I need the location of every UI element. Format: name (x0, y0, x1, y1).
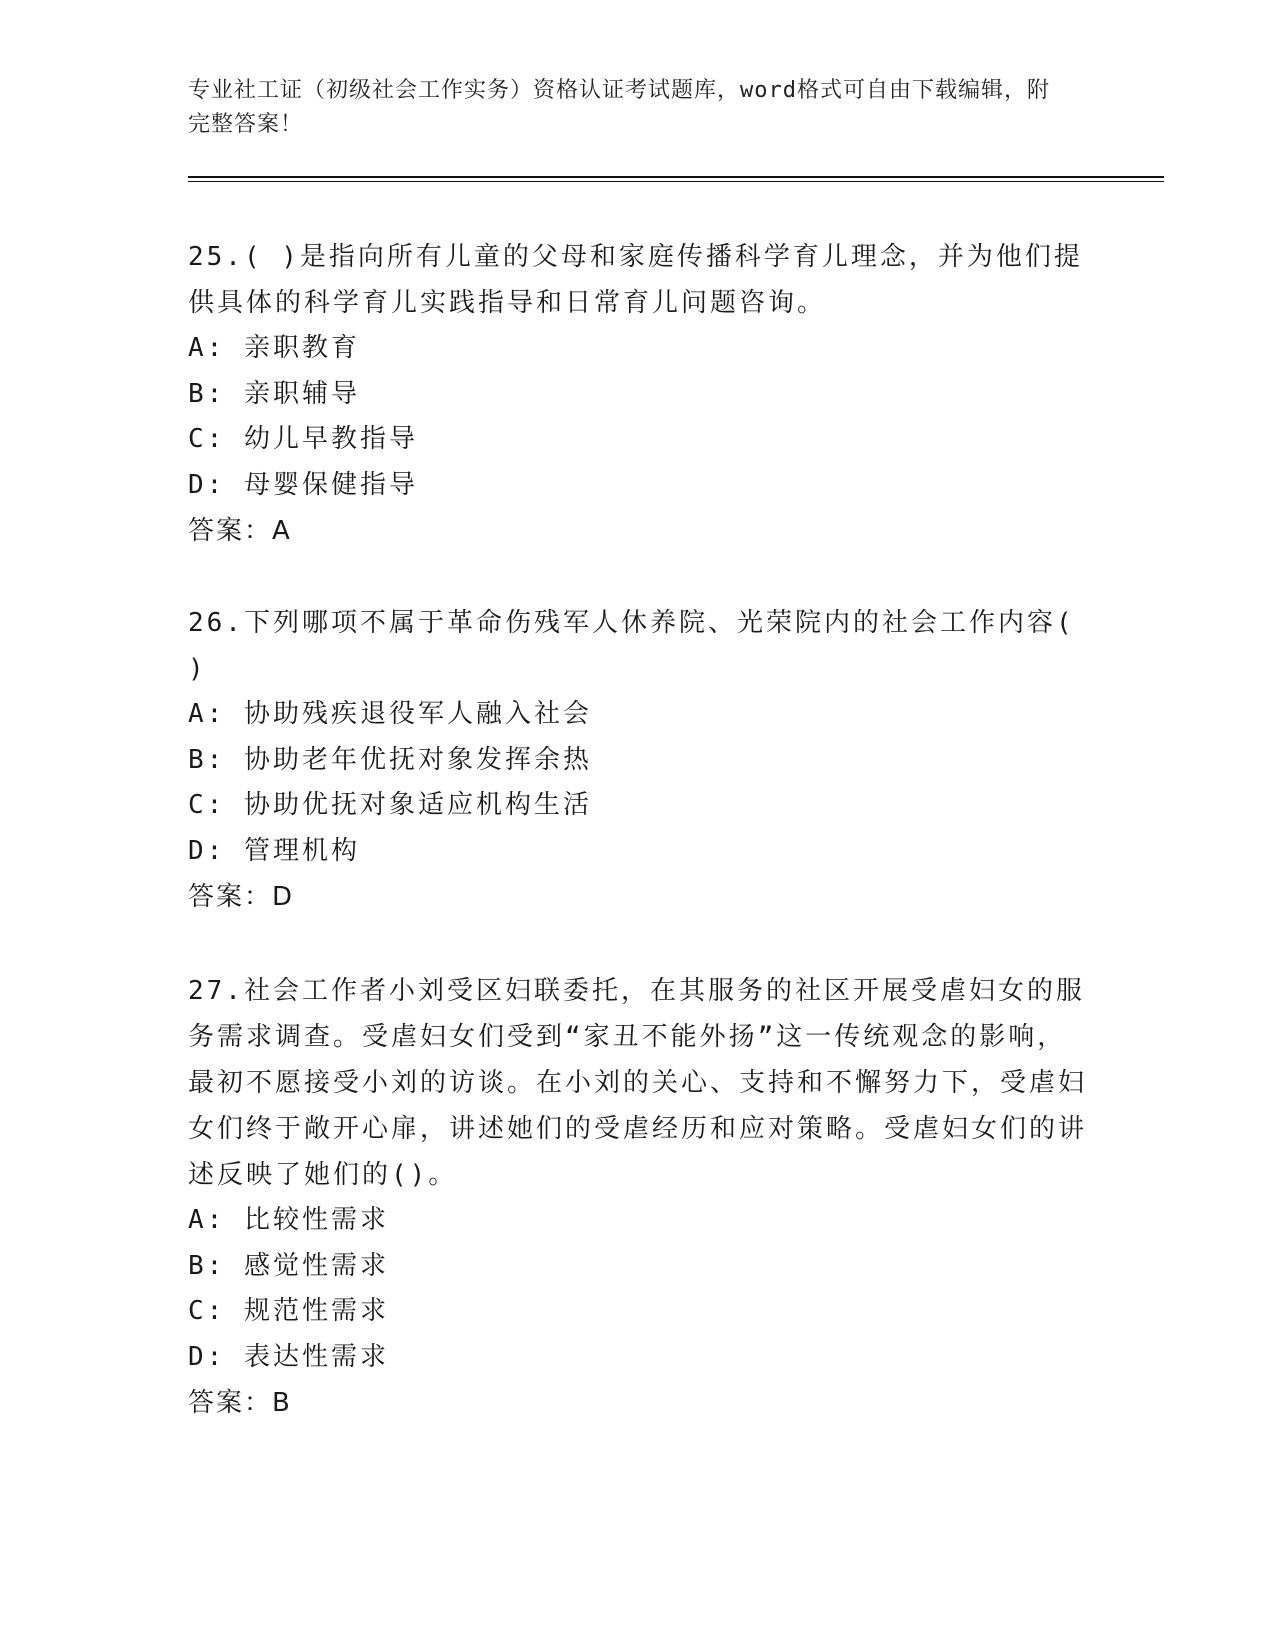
option-b: B: 感觉性需求 (188, 1250, 389, 1281)
header-divider-thin (188, 181, 1164, 182)
option-d: D: 表达性需求 (188, 1341, 389, 1372)
question-stem: 25.( )是指向所有儿童的父母和家庭传播科学育儿理念，并为他们提供具体的科学育儿实践指导和日常育儿问题咨询。 (188, 242, 1083, 318)
question-26 (188, 600, 1088, 920)
header-text: 专业社工证（初级社会工作实务）资格认证考试题库，word格式可自由下载编辑，附完整答案！ (188, 78, 1050, 137)
answer: 答案：D (188, 882, 295, 912)
option-c: C: 规范性需求 (188, 1296, 389, 1326)
option-b: B: 协助老年优抚对象发挥余热 (188, 744, 592, 775)
option-c: C: 幼儿早教指导 (188, 424, 418, 454)
option-c: C: 协助优抚对象适应机构生活 (188, 790, 592, 820)
option-d: D: 管理机构 (188, 835, 360, 866)
question-stem: 27.社会工作者小刘受区妇联委托，在其服务的社区开展受虐妇女的服务需求调查。受虐妇女们受到“家丑不能外扬”这一传统观念的影响，最初不愿接受小刘的访谈。在小刘的关心、支持和不懈努力下，受虐妇女们终于敞开心扉，讲述她们的受虐经历和应对策略。受虐妇女们的讲述反映了她们的()。 (188, 976, 1088, 1190)
option-a: A: 比较性需求 (188, 1205, 389, 1235)
question-27 (188, 968, 1088, 1426)
answer: 答案：A (188, 516, 292, 546)
document-header (188, 74, 1068, 142)
option-a: A: 亲职教育 (188, 333, 360, 363)
option-b: B: 亲职辅导 (188, 378, 360, 409)
option-a: A: 协助残疾退役军人融入社会 (188, 699, 592, 729)
question-25 (188, 234, 1088, 554)
option-d: D: 母婴保健指导 (188, 469, 418, 500)
question-stem: 26.下列哪项不属于革命伤残军人休养院、光荣院内的社会工作内容( ) (188, 608, 1075, 684)
header-divider (188, 176, 1164, 178)
answer: 答案：B (188, 1388, 292, 1418)
